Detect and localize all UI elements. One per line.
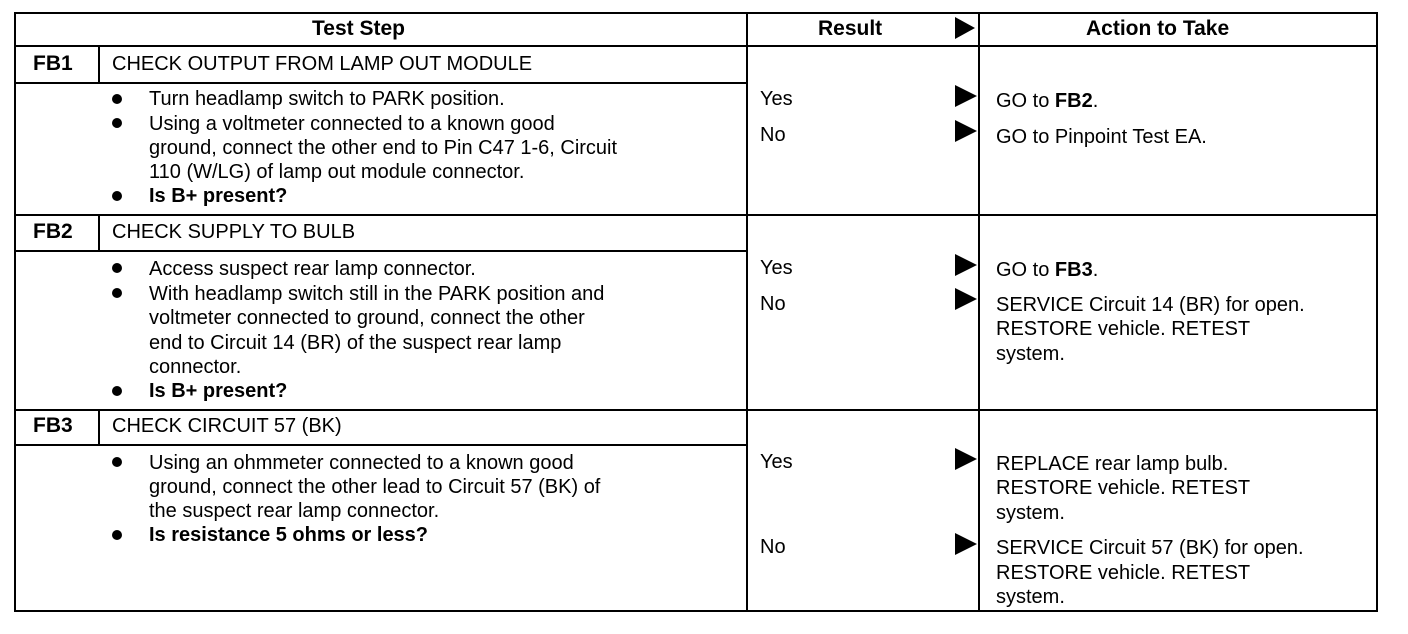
- bullet-icon: [112, 191, 122, 201]
- step-text: 110 (W/LG) of lamp out module connector.: [149, 161, 525, 183]
- bullet-icon: [112, 530, 122, 540]
- bullet-icon: [112, 457, 122, 467]
- step-text: connector.: [149, 356, 242, 378]
- action-text: system.: [996, 343, 1065, 365]
- action-text: GO to Pinpoint Test EA.: [996, 126, 1207, 148]
- action-text: RESTORE vehicle. RETEST: [996, 318, 1251, 340]
- action-text: RESTORE vehicle. RETEST: [996, 562, 1251, 584]
- step-text: ground, connect the other lead to Circuit 57 (BK) of: [149, 476, 601, 498]
- result-label: Yes: [760, 88, 793, 110]
- divider: [14, 409, 1378, 411]
- step-text: Access suspect rear lamp connector.: [149, 258, 476, 280]
- action-text: system.: [996, 502, 1065, 524]
- result-label: No: [760, 124, 786, 146]
- bullet-icon: [112, 94, 122, 104]
- action-text: SERVICE Circuit 57 (BK) for open.: [996, 537, 1304, 559]
- divider: [98, 46, 100, 83]
- arrow-icon: [955, 533, 977, 555]
- divider: [14, 45, 1378, 47]
- action-text: GO to FB3.: [996, 259, 1099, 281]
- bullet-icon: [112, 118, 122, 128]
- bullet-icon: [112, 288, 122, 298]
- step-title: CHECK SUPPLY TO BULB: [112, 221, 356, 243]
- bullet-icon: [112, 386, 122, 396]
- step-code: FB2: [33, 220, 73, 243]
- step-title: CHECK CIRCUIT 57 (BK): [112, 415, 342, 437]
- step-text: Using a voltmeter connected to a known good: [149, 113, 555, 135]
- divider: [978, 12, 980, 612]
- step-code: FB3: [33, 414, 73, 437]
- result-label: No: [760, 536, 786, 558]
- arrow-icon: [955, 254, 977, 276]
- step-question: Is B+ present?: [149, 380, 288, 402]
- step-text: voltmeter connected to ground, connect the other: [149, 307, 585, 329]
- header-test-step: Test Step: [312, 17, 405, 40]
- header-action: Action to Take: [1086, 17, 1230, 40]
- divider: [14, 444, 748, 446]
- divider: [14, 82, 748, 84]
- arrow-icon: [955, 85, 977, 107]
- divider: [14, 250, 748, 252]
- step-title: CHECK OUTPUT FROM LAMP OUT MODULE: [112, 53, 533, 75]
- header-result: Result: [818, 17, 883, 40]
- arrow-icon: [955, 448, 977, 470]
- divider: [98, 215, 100, 251]
- step-text: Using an ohmmeter connected to a known good: [149, 452, 574, 474]
- step-code: FB1: [33, 52, 73, 75]
- divider: [98, 410, 100, 445]
- result-label: No: [760, 293, 786, 315]
- result-label: Yes: [760, 257, 793, 279]
- bullet-icon: [112, 263, 122, 273]
- step-text: With headlamp switch still in the PARK position and: [149, 283, 605, 305]
- arrow-icon: [955, 17, 975, 39]
- action-text: RESTORE vehicle. RETEST: [996, 477, 1251, 499]
- arrow-icon: [955, 288, 977, 310]
- step-question: Is B+ present?: [149, 185, 288, 207]
- action-text: REPLACE rear lamp bulb.: [996, 453, 1229, 475]
- action-text: SERVICE Circuit 14 (BR) for open.: [996, 294, 1305, 316]
- arrow-icon: [955, 120, 977, 142]
- result-label: Yes: [760, 451, 793, 473]
- step-text: Turn headlamp switch to PARK position.: [149, 88, 505, 110]
- divider: [14, 214, 1378, 216]
- step-text: ground, connect the other end to Pin C47 1-6, Circuit: [149, 137, 618, 159]
- divider: [746, 12, 748, 612]
- action-text: GO to FB2.: [996, 90, 1099, 112]
- step-question: Is resistance 5 ohms or less?: [149, 524, 429, 546]
- step-text: the suspect rear lamp connector.: [149, 500, 440, 522]
- step-text: end to Circuit 14 (BR) of the suspect rear lamp: [149, 332, 562, 354]
- action-text: system.: [996, 586, 1065, 608]
